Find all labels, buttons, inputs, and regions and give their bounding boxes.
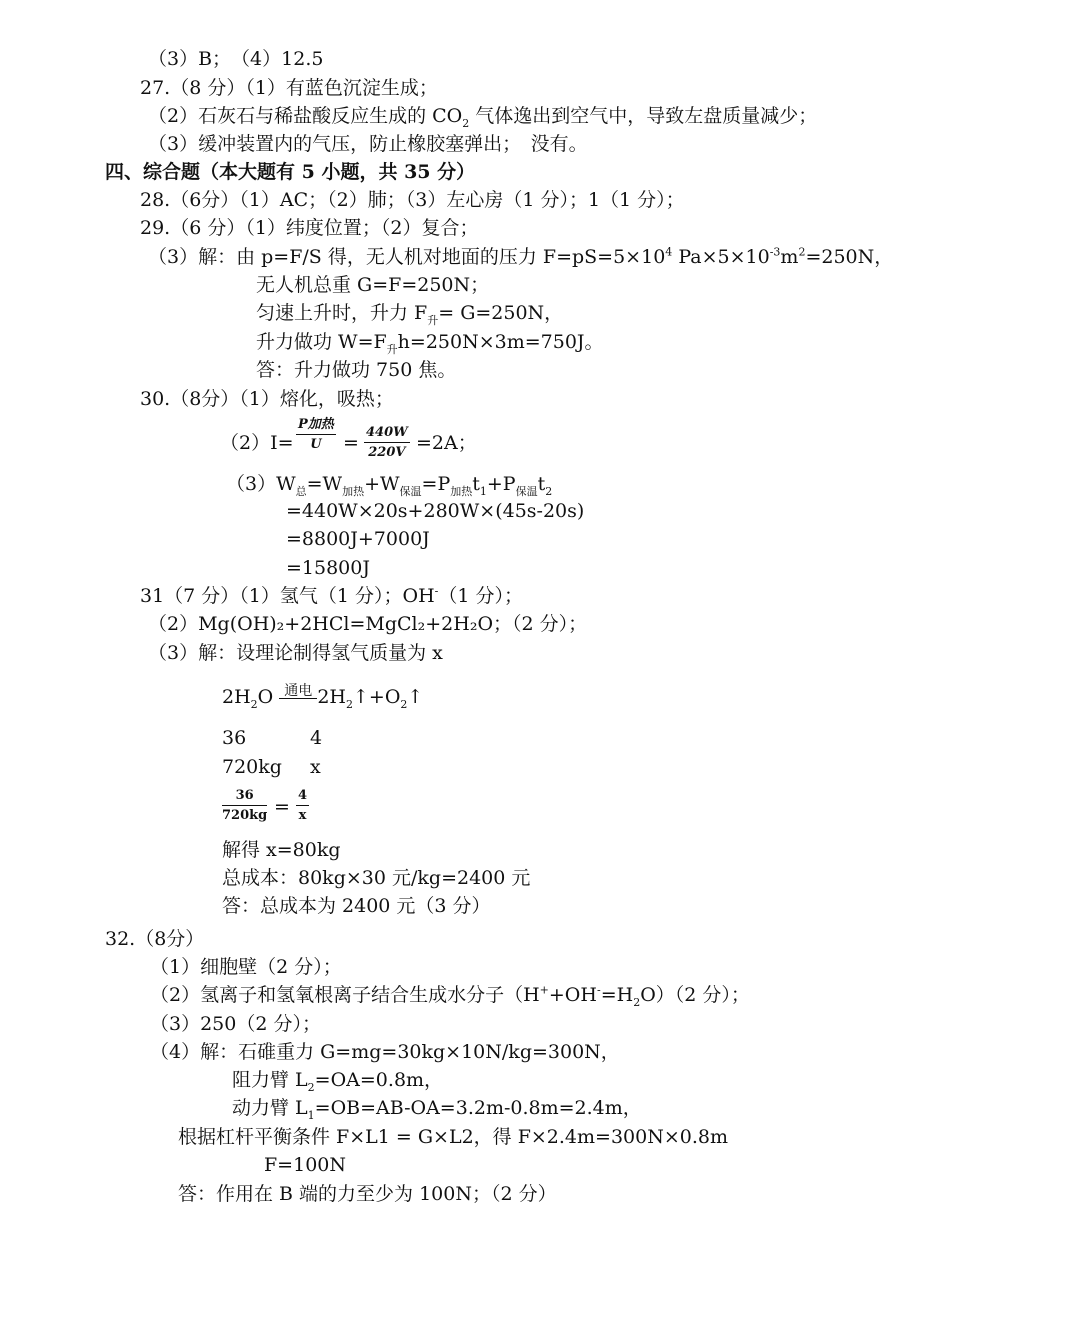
fraction-4-over-x [296, 789, 309, 822]
answer-32-force-result: F=100N [264, 1154, 346, 1176]
answer-28: 28.（6分）（1）AC；（2）肺；（3）左心房（1 分）；1（1 分）； [140, 189, 685, 211]
answer-29-part-3-line-2: 无人机总重 G=F=250N； [256, 274, 490, 296]
answer-32-conclusion: 答：作用在 B 端的力至少为 100N；（2 分） [178, 1183, 557, 1205]
equals-sign: = [274, 796, 290, 818]
answer-32-resistance-arm: 阻力臂 $L_2=OA=0.8m$， [232, 1069, 444, 1094]
answer-31-part-1: 31（7 分）（1）氢气（1 分）；OH-（1 分）； [140, 584, 524, 607]
answer-30-part-3-line-2: =440W×20s+280W×(45s-20s) [286, 500, 585, 522]
answer-30-part-1: 30.（8分）（1）熔化，吸热； [140, 388, 394, 410]
fraction-440w-over-220v [364, 426, 410, 459]
answer-32-part-2: （2）氢离子和氢氧根离子结合生成水分子$(H^++OH^-=H_2O)(2$ 分）； [150, 983, 750, 1009]
fraction-36-over-720kg [222, 789, 267, 822]
molar-mass-water: 36 [222, 727, 247, 749]
answer-29-part-3-line-4: 升力做功 $W=F_升h=250N\times 3m=750J$。 [256, 331, 604, 356]
answer-32-part-3: （3）250（2 分）； [150, 1013, 321, 1035]
equals-sign: = [343, 432, 359, 454]
answer-32-part-1: （1）细胞壁（2 分）； [150, 956, 342, 978]
question-32-heading: 32.（8分） [105, 928, 205, 950]
answer-29-part-3-line-3: 匀速上升时，升力 $F_升= G=250N$， [256, 302, 564, 327]
fraction-denominator: 720kg [222, 808, 268, 823]
answer-30-part-3-line-3: =8800J+7000J [286, 528, 430, 550]
answer-29-part-3-conclusion: 答：升力做功 750 焦。 [256, 359, 457, 381]
fraction-numerator: 36 [222, 789, 267, 806]
fraction-numerator: 4 [296, 789, 309, 806]
answer-29-parts-1-2: 29.（6 分）（1）纬度位置；（2）复合； [140, 217, 479, 239]
answer-27-part-3: （3）缓冲装置内的气压，防止橡胶塞弹出； 没有。 [148, 133, 588, 155]
answer-31-part-2: （2）Mg(OH)₂+2HCl=MgCl₂+2H₂O；（2 分）； [148, 613, 588, 635]
fraction-numerator: P加热 [296, 418, 336, 435]
answer-32-lever-balance: 根据杠杆平衡条件 F×L1 = G×L2，得 F×2.4m=300N×0.8m [178, 1126, 728, 1148]
answer-32-part-4-line-1: （4）解：石碓重力 G=mg=30kg×10N/kg=300N， [150, 1041, 620, 1063]
fraction-denominator: U [310, 437, 322, 452]
molar-mass-hydrogen: 4 [310, 727, 323, 749]
section-heading: 四、综合题（本大题有 5 小题，共 35 分） [105, 161, 476, 183]
answer-29-part-3-line-1: （3）解：由 p=F/S 得，无人机对地面的压力 $F=pS=5\times 10^4$ $Pa\times 5\times 10^{-3}m^2=250N$， [148, 245, 894, 268]
answer-31-conclusion: 答：总成本为 2400 元（3 分） [222, 895, 491, 917]
answer-27-part-1: 27.（8 分）（1）有蓝色沉淀生成； [140, 77, 438, 99]
mass-hydrogen-unknown: x [310, 756, 321, 778]
fraction-denominator: x [298, 808, 307, 823]
answer-31-result: 解得 x=80kg [222, 839, 341, 861]
electrolysis-equation: $2H_2O$ 通电 $2H_2↑+O_2↑$ [222, 683, 424, 711]
answer-27-part-2: （2）石灰石与稀盐酸反应生成的 $CO_2$ 气体逸出到空气中，导致左盘质量减少； [148, 105, 818, 130]
answer-30-part-2-result: =2A； [416, 432, 477, 454]
fraction-numerator: 440W [364, 426, 410, 443]
answer-32-effort-arm: 动力臂 $L_1=OB=AB-OA=3.2m-0.8m=2.4m$， [232, 1097, 642, 1122]
answer-30-part-3-line-4: =15800J [286, 557, 370, 579]
mass-water: 720kg [222, 756, 282, 778]
answer-31-total-cost: 总成本：80kg×30 元/kg=2400 元 [222, 867, 531, 889]
fraction-denominator: 220V [368, 445, 406, 460]
reaction-condition: 通电 [279, 688, 317, 707]
answer-30-part-3-line-1: $(3)W_总=W_{加热}+W_{保温}=P_{加热}t_1+P_{保温}t_2$ [226, 473, 553, 498]
answer-31-part-3-intro: （3）解：设理论制得氢气质量为 x [148, 642, 443, 664]
answer-30-part-2-prefix: （2）I= [220, 432, 294, 454]
answer-26-parts-3-4: （3）B； （4）12.5 [148, 48, 324, 70]
fraction-power-over-voltage [296, 418, 336, 451]
